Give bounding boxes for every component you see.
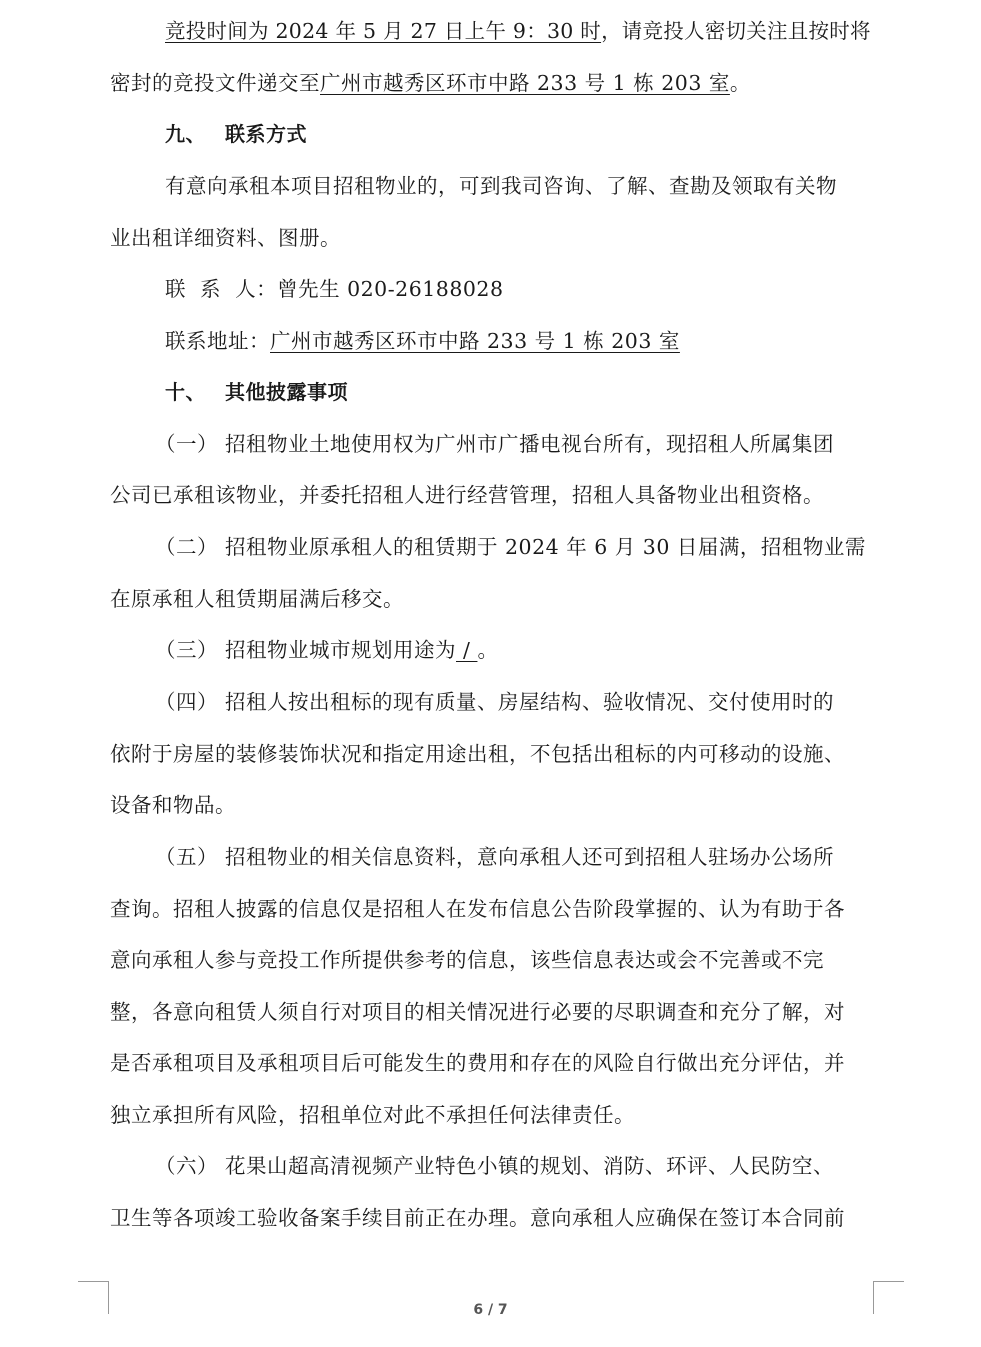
- submission-end: 。: [729, 71, 751, 95]
- item-3-text: 招租物业城市规划用途为: [225, 638, 456, 662]
- submission-address-line: [110, 70, 751, 96]
- submission-prefix: 密封的竞投文件递交至: [110, 71, 320, 95]
- item-6-line-1: [155, 1153, 834, 1179]
- contact-address-line: [165, 328, 680, 354]
- section-9-para-line-1: 有意向承租本项目招租物业的，可到我司咨询、了解、查勘及领取有关物: [165, 174, 837, 198]
- item-3-number: （三）: [155, 638, 218, 662]
- item-5-line-6: 独立承担所有风险，招租单位对此不承担任何法律责任。: [110, 1103, 635, 1127]
- item-1-line-1: [155, 431, 834, 457]
- item-3-value: /: [456, 638, 478, 662]
- item-5-line-3: 意向承租人参与竞投工作所提供参考的信息，该些信息表达或会不完善或不完: [110, 948, 824, 972]
- item-5-line-5: 是否承租项目及承租项目后可能发生的费用和存在的风险自行做出充分评估，并: [110, 1051, 845, 1075]
- item-4-line-3: 设备和物品。: [110, 793, 236, 817]
- contact-address-value: 广州市越秀区环市中路 233 号 1 栋 203 室: [270, 329, 680, 353]
- item-5-line-4: 整，各意向租赁人须自行对项目的相关情况进行必要的尽职调查和充分了解，对: [110, 1000, 845, 1024]
- item-3-end: 。: [477, 638, 499, 662]
- contact-address-label: 联系地址：: [165, 329, 270, 353]
- item-1-number: （一）: [155, 432, 218, 456]
- item-4-number: （四）: [155, 690, 218, 714]
- item-6-text-1: 花果山超高清视频产业特色小镇的规划、消防、环评、人民防空、: [225, 1154, 834, 1178]
- page-number: 6 / 7: [473, 1302, 508, 1318]
- item-6-line-2: 卫生等各项竣工验收备案手续目前正在办理。意向承租人应确保在签订本合同前: [110, 1206, 845, 1230]
- item-2-text-1: 招租物业原承租人的租赁期于 2024 年 6 月 30 日届满，招租物业需: [225, 535, 866, 559]
- bid-time-rest: ，请竞投人密切关注且按时将: [601, 19, 871, 43]
- item-2-line-2: 在原承租人租赁期届满后移交。: [110, 587, 404, 611]
- item-1-text-1: 招租物业土地使用权为广州市广播电视台所有，现招租人所属集团: [225, 432, 834, 456]
- contact-person-value: 曾先生 020-26188028: [277, 277, 504, 301]
- item-4-text-1: 招租人按出租标的现有质量、房屋结构、验收情况、交付使用时的: [225, 690, 834, 714]
- bid-time-text: 竞投时间为 2024 年 5 月 27 日上午 9：30 时: [165, 19, 602, 43]
- section-9-heading: [165, 121, 307, 147]
- section-10-number: 十、: [165, 380, 206, 404]
- item-5-line-1: [155, 844, 834, 870]
- item-4-line-2: 依附于房屋的装修装饰状况和指定用途出租，不包括出租标的内可移动的设施、: [110, 742, 845, 766]
- item-6-number: （六）: [155, 1154, 218, 1178]
- section-9-number: 九、: [165, 122, 206, 146]
- contact-person-label: 联 系 人：: [165, 277, 278, 301]
- item-1-line-2: 公司已承租该物业，并委托招租人进行经营管理，招租人具备物业出租资格。: [110, 483, 824, 507]
- section-10-title: 其他披露事项: [225, 380, 348, 404]
- section-10-heading: [165, 379, 348, 405]
- section-9-title: 联系方式: [225, 122, 307, 146]
- item-5-text-1: 招租物业的相关信息资料，意向承租人还可到招租人驻场办公场所: [225, 845, 834, 869]
- item-5-line-2: 查询。招租人披露的信息仅是招租人在发布信息公告阶段掌握的、认为有助于各: [110, 897, 845, 921]
- section-9-para-line-2: 业出租详细资料、图册。: [110, 226, 341, 250]
- item-5-number: （五）: [155, 845, 218, 869]
- item-3-line-1: [155, 637, 498, 663]
- item-4-line-1: [155, 689, 834, 715]
- bid-time-line: [165, 18, 871, 44]
- item-2-line-1: [155, 534, 866, 560]
- submission-address: 广州市越秀区环市中路 233 号 1 栋 203 室: [320, 71, 730, 95]
- item-2-number: （二）: [155, 535, 218, 559]
- contact-person-line: [165, 276, 504, 302]
